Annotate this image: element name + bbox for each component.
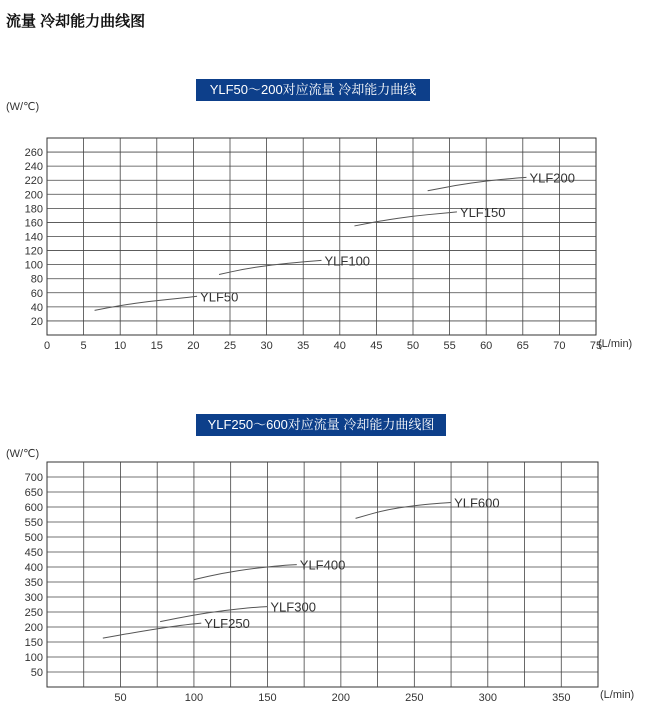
y-tick-label: 160 (24, 217, 43, 230)
y-axis-label: (W/℃) (6, 101, 40, 113)
chart-title-ylf50-200: YLF50～200对应流量 冷却能力曲线图 (196, 79, 430, 101)
series-label-ylf250: YLF250 (204, 616, 250, 632)
x-tick-label: 300 (478, 692, 497, 704)
y-tick-label: 50 (30, 667, 43, 679)
series-line-ylf100 (219, 260, 321, 274)
series-label-ylf300: YLF300 (270, 599, 316, 615)
chart-ylf50-200 (0, 95, 650, 360)
y-tick-label: 700 (24, 472, 43, 484)
x-tick-label: 45 (370, 340, 383, 352)
y-tick-label: 550 (24, 517, 43, 529)
y-tick-label: 500 (24, 532, 43, 544)
x-tick-label: 20 (187, 340, 200, 352)
series-label-ylf200: YLF200 (529, 170, 576, 186)
y-tick-label: 60 (30, 287, 43, 300)
plot-frame (47, 462, 598, 687)
y-tick-label: 250 (24, 607, 43, 619)
y-tick-label: 150 (24, 637, 43, 649)
x-tick-label: 10 (114, 340, 127, 352)
series-line-ylf600 (356, 503, 452, 519)
chart-ylf250-600 (0, 440, 650, 727)
x-tick-label: 250 (405, 692, 424, 704)
series-label-ylf100: YLF100 (324, 253, 371, 269)
x-tick-label: 55 (443, 340, 456, 352)
chart-title-ylf250-600: YLF250～600对应流量 冷却能力曲线图 (196, 414, 446, 436)
series-label-ylf600: YLF600 (454, 495, 500, 511)
series-line-ylf250 (103, 623, 201, 638)
y-tick-label: 240 (24, 161, 43, 174)
x-tick-label: 15 (150, 340, 163, 352)
y-tick-label: 20 (30, 315, 43, 328)
y-tick-label: 350 (24, 577, 43, 589)
y-tick-label: 120 (24, 245, 43, 258)
y-tick-label: 650 (24, 487, 43, 499)
series-line-ylf50 (95, 296, 197, 310)
y-tick-label: 450 (24, 547, 43, 559)
x-tick-label: 40 (333, 340, 346, 352)
series-label-ylf400: YLF400 (299, 557, 346, 573)
y-tick-label: 80 (30, 273, 43, 286)
series-label-ylf150: YLF150 (459, 204, 506, 220)
series-line-ylf200 (428, 177, 527, 190)
series-line-ylf150 (354, 212, 456, 226)
x-tick-label: 5 (80, 340, 87, 352)
x-tick-label: 35 (297, 340, 310, 352)
x-tick-label: 200 (331, 692, 351, 704)
y-tick-label: 300 (24, 592, 43, 604)
x-tick-label: 65 (516, 340, 529, 352)
y-tick-label: 200 (24, 189, 43, 202)
x-tick-label: 50 (114, 692, 127, 704)
y-tick-label: 200 (24, 622, 43, 634)
y-tick-label: 100 (24, 652, 43, 664)
x-tick-label: 150 (258, 692, 277, 704)
x-tick-label: 100 (184, 692, 204, 704)
page-title: 流量 冷却能力曲线图 (6, 13, 146, 30)
y-tick-label: 260 (24, 147, 43, 160)
y-tick-label: 100 (24, 259, 43, 272)
x-tick-label: 50 (406, 340, 420, 352)
y-tick-label: 400 (24, 562, 43, 574)
y-tick-label: 40 (30, 301, 43, 314)
x-tick-label: 25 (223, 340, 237, 352)
y-tick-label: 220 (24, 175, 43, 188)
x-tick-label: 350 (552, 692, 571, 704)
x-tick-label: 60 (480, 340, 493, 352)
x-axis-label: (L/min) (598, 338, 633, 350)
x-tick-label: 75 (589, 340, 603, 352)
x-tick-label: 70 (553, 340, 566, 352)
x-axis-label: (L/min) (600, 689, 635, 701)
x-tick-label: 30 (260, 340, 273, 352)
y-tick-label: 600 (24, 502, 43, 514)
y-tick-label: 180 (24, 203, 43, 216)
series-label-ylf50: YLF50 (200, 289, 239, 305)
y-tick-label: 140 (24, 231, 43, 244)
x-tick-label: 0 (43, 340, 51, 352)
y-axis-label: (W/℃) (6, 448, 40, 460)
